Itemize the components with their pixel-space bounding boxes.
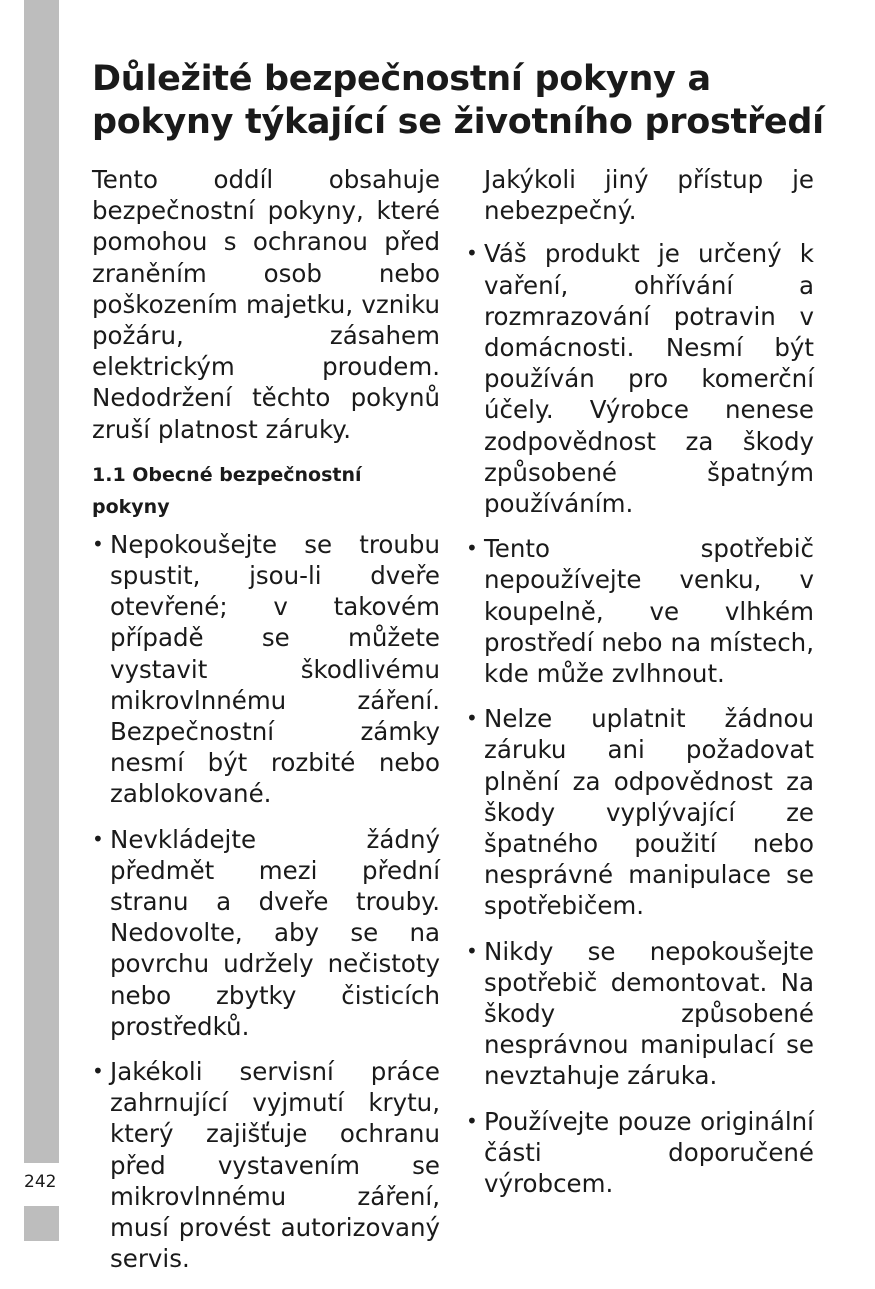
list-item (466, 703, 814, 921)
continuation-paragraph: Jakýkoli jiný přístup je nebezpečný. (484, 165, 814, 226)
list-item-text: Jakékoli servisní práce zahrnující vyjmutí krytu, který zajišťuje ochranu před vystavením se mikrovlnnému záření, musí provést autorizovaný servis. (110, 1057, 440, 1274)
intro-paragraph: Tento oddíl obsahuje bezpečnostní pokyny, které pomohou s ochranou před zraněním osob nebo poškozením majetku, vzniku požáru, zásahem elektrickým proudem. Nedodržení těchto pokynů zruší platnost záruky. (92, 165, 440, 444)
list-item (466, 238, 814, 519)
bullet-icon: • (466, 241, 478, 266)
bullet-icon: • (92, 1059, 104, 1084)
list-item (92, 824, 440, 1042)
list-item-text: Používejte pouze originální části doporučené výrobcem. (484, 1106, 814, 1199)
list-item-text: Váš produkt je určený k vaření, ohřívání a rozmrazování potravin v domácnosti. Nesmí být používán pro komerční účely. Výrobce nenese zodpovědnost za škody způsobené špatným používáním. (484, 239, 814, 519)
list-item-text: Nepokoušejte se troubu spustit, jsou-li dveře otevřené; v takovém případě se můžete vystavit škodlivému mikrovlnnému záření. Bezpečnostní zámky nesmí být rozbité nebo zablokované. (110, 529, 440, 809)
bullet-list-left (92, 529, 440, 1275)
side-margin-bar-bottom (24, 1206, 59, 1241)
list-item-text: Nikdy se nepokoušejte spotřebič demontovat. Na škody způsobené nesprávnou manipulací se nevztahuje záruka. (484, 936, 814, 1091)
left-column (92, 164, 440, 1289)
page-title: Důležité bezpečnostní pokyny a pokyny týkající se životního prostředí (92, 59, 824, 142)
list-item (92, 1056, 440, 1274)
list-item (466, 936, 814, 1092)
list-item-text: Nelze uplatnit žádnou záruku ani požadovat plnění za odpovědnost za škody vyplývající ze špatného použití nebo nesprávné manipulace se spotřebičem. (484, 704, 814, 921)
page-number: 242 (24, 1172, 57, 1192)
bullet-icon: • (92, 826, 104, 851)
bullet-icon: • (92, 531, 104, 556)
bullet-icon: • (466, 706, 478, 731)
list-item-text: Tento spotřebič nepoužívejte venku, v koupelně, ve vlhkém prostředí nebo na místech, kde může zvlhnout. (484, 534, 814, 689)
list-item (466, 533, 814, 689)
list-item (92, 529, 440, 810)
list-item (466, 1106, 814, 1200)
bullet-list-right (466, 238, 814, 1199)
right-column (466, 164, 814, 1213)
bullet-icon: • (466, 536, 478, 561)
side-margin-bar (24, 0, 59, 1163)
list-item-text: Nevkládejte žádný předmět mezi přední stranu a dveře trouby. Nedovolte, aby se na povrchu udržely nečistoty nebo zbytky čisticích prostředků. (110, 824, 440, 1041)
bullet-icon: • (466, 1108, 478, 1133)
section-heading: 1.1 Obecné bezpečnostní pokyny (92, 463, 362, 518)
bullet-icon: • (466, 938, 478, 963)
